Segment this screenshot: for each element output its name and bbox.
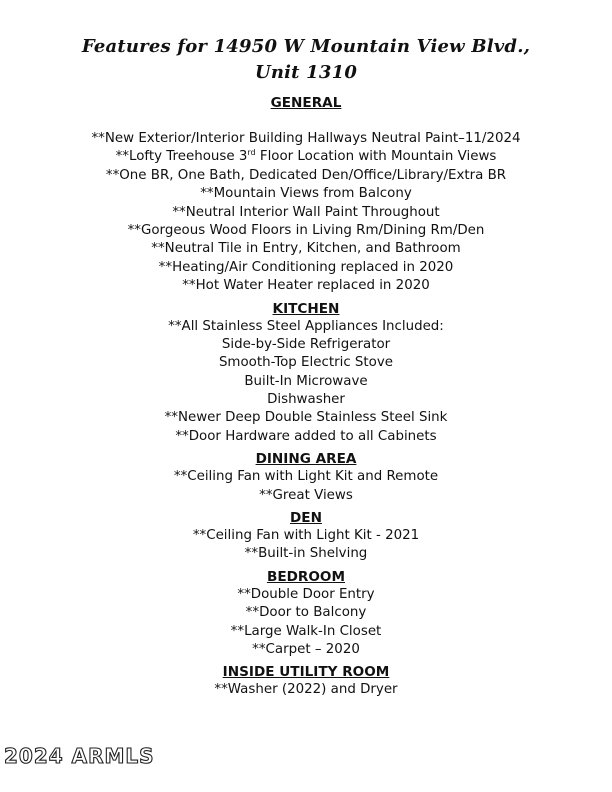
section-heading-dining: DINING AREA <box>255 451 357 468</box>
den-item-2: **Built-in Shelving <box>244 546 368 562</box>
general-item-2-text: **Lofty Treehouse 3 <box>115 149 248 165</box>
utility-item-1: **Washer (2022) and Dryer <box>214 682 398 698</box>
dining-item-2: **Great Views <box>259 487 353 503</box>
kitchen-item-4: Built-In Microwave <box>244 373 368 389</box>
document-title-line-2: Unit 1310 <box>254 62 358 83</box>
dining-item-1: **Ceiling Fan with Light Kit and Remote <box>173 469 439 485</box>
document-title-line-1: Features for 14950 W Mountain View Blvd., <box>81 36 531 57</box>
general-item-1: **New Exterior/Interior Building Hallways Neutral Paint–11/2024 <box>91 131 521 146</box>
general-item-2 <box>0 148 612 166</box>
general-item-2-rest: Floor Location with Mountain Views <box>255 149 497 165</box>
kitchen-item-6: **Newer Deep Double Stainless Steel Sink <box>164 410 448 426</box>
section-heading-den: DEN <box>290 510 322 527</box>
kitchen-item-3: Smooth-Top Electric Stove <box>218 355 394 371</box>
general-item-2-sup: rd <box>247 148 256 158</box>
general-item-8: **Heating/Air Conditioning replaced in 2020 <box>158 259 454 275</box>
section-heading-general: GENERAL <box>270 95 342 111</box>
kitchen-item-7: **Door Hardware added to all Cabinets <box>175 428 437 444</box>
general-item-4: **Mountain Views from Balcony <box>200 186 412 202</box>
general-item-9: **Hot Water Heater replaced in 2020 <box>182 278 430 294</box>
section-heading-bedroom: BEDROOM <box>266 568 346 585</box>
bedroom-item-3: **Large Walk-In Closet <box>230 623 382 639</box>
general-item-5: **Neutral Interior Wall Paint Throughout <box>172 204 440 220</box>
bedroom-item-2: **Door to Balcony <box>245 605 367 621</box>
general-item-3: **One BR, One Bath, Dedicated Den/Office/Library/Extra BR <box>105 167 507 183</box>
kitchen-item-1: **All Stainless Steel Appliances Included: <box>168 318 444 334</box>
section-heading-kitchen: KITCHEN <box>272 300 340 317</box>
kitchen-item-5: Dishwasher <box>267 392 345 408</box>
bedroom-item-1: **Double Door Entry <box>237 586 375 602</box>
den-item-1: **Ceiling Fan with Light Kit - 2021 <box>192 528 420 544</box>
mls-watermark: 2024 ARMLS <box>4 744 155 768</box>
features-list <box>0 94 612 700</box>
general-item-6: **Gorgeous Wood Floors in Living Rm/Dining Rm/Den <box>127 222 485 238</box>
general-item-7: **Neutral Tile in Entry, Kitchen, and Bathroom <box>151 241 461 257</box>
bedroom-item-4: **Carpet – 2020 <box>252 641 360 657</box>
kitchen-item-2: Side-by-Side Refrigerator <box>221 336 391 352</box>
section-heading-utility: INSIDE UTILITY ROOM <box>222 664 390 681</box>
